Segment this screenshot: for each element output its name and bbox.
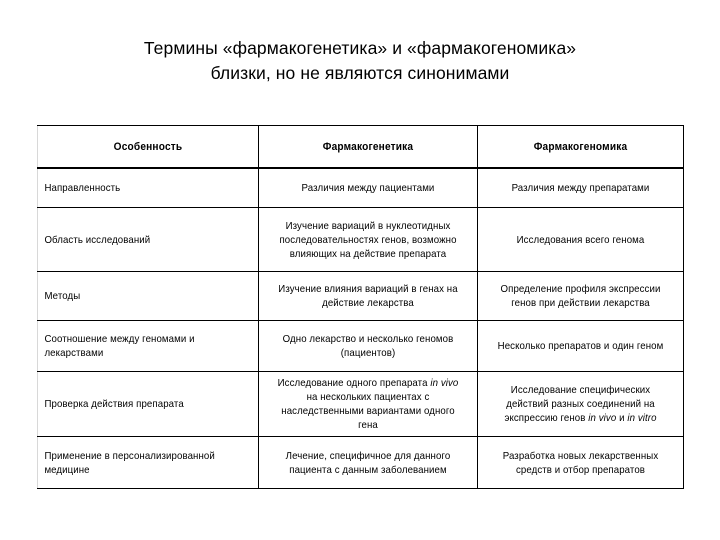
column-header-pharmacogenetics xyxy=(259,126,478,169)
column-header-pharmacogenomics xyxy=(478,126,684,169)
column-header-feature xyxy=(38,126,259,169)
cell-pharmacogenetics-text: Различия между пациентами xyxy=(301,182,435,194)
cell-feature xyxy=(38,372,259,437)
cell-feature-text: Область исследований xyxy=(44,233,151,246)
cell-feature-text: Применение в персонализированной медицине xyxy=(44,449,215,476)
cell-pharmacogenomics xyxy=(478,321,684,372)
cell-pharmacogenomics-text: Различия между препаратами xyxy=(511,182,650,194)
cell-pharmacogenomics xyxy=(478,208,684,272)
cell-pharmacogenomics xyxy=(478,272,684,321)
table-row xyxy=(38,272,684,321)
cell-feature-text: Соотношение между геномами и лекарствами xyxy=(44,333,195,359)
cell-feature xyxy=(38,321,259,372)
cell-pharmacogenetics-text xyxy=(268,372,469,436)
column-header-pharmacogenetics-label: Фармакогенетика xyxy=(322,140,414,153)
cell-pharmacogenomics xyxy=(478,372,684,437)
cell-pharmacogenetics xyxy=(259,272,478,321)
text-segment: на нескольких пациентах с наследственными вариантами одного гена xyxy=(281,391,455,431)
latin-term-in-vivo: in vivo xyxy=(588,412,617,424)
cell-pharmacogenomics-text: Исследования всего генома xyxy=(516,233,645,246)
latin-term-in-vitro: in vitro xyxy=(627,412,657,424)
table-row xyxy=(38,321,684,372)
cell-pharmacogenetics-text: Лечение, специфичное для данного пациента с данным заболеванием xyxy=(285,449,451,476)
table-header-row xyxy=(38,126,684,169)
page-title-line-2: близки, но не являются синонимами xyxy=(210,63,510,83)
text-segment: и xyxy=(616,412,628,424)
cell-pharmacogenetics-text: Одно лекарство и несколько геномов (пациентов) xyxy=(282,333,454,359)
cell-feature-text: Направленность xyxy=(44,182,121,194)
text-segment: Исследование специфических действий разных соединений на экспрессию генов xyxy=(504,384,655,424)
cell-feature xyxy=(38,168,259,208)
cell-feature xyxy=(38,437,259,489)
table-row xyxy=(38,168,684,208)
comparison-table-container xyxy=(37,125,683,489)
cell-pharmacogenomics-text: Определение профиля экспрессии генов при действии лекарства xyxy=(500,283,661,309)
column-header-feature-label: Особенность xyxy=(113,140,183,153)
cell-feature xyxy=(38,272,259,321)
comparison-table xyxy=(37,125,684,489)
cell-pharmacogenomics-text: Несколько препаратов и один геном xyxy=(497,340,664,352)
table-row xyxy=(38,437,684,489)
text-segment: Исследование одного препарата xyxy=(277,377,431,389)
cell-pharmacogenomics-text: Разработка новых лекарственных средств и отбор препаратов xyxy=(502,449,659,476)
cell-feature xyxy=(38,208,259,272)
cell-pharmacogenetics xyxy=(259,321,478,372)
cell-pharmacogenetics xyxy=(259,208,478,272)
page-title-line-1: Термины «фармакогенетика» и «фармакогеномика» xyxy=(143,38,577,58)
cell-pharmacogenetics xyxy=(259,372,478,437)
table-row xyxy=(38,208,684,272)
page-title xyxy=(50,36,670,86)
cell-pharmacogenetics xyxy=(259,168,478,208)
cell-pharmacogenetics-text: Изучение вариаций в нуклеотидных последовательностях генов, возможно влияющих на действие препарата xyxy=(279,219,457,260)
cell-pharmacogenomics xyxy=(478,437,684,489)
cell-feature-text: Методы xyxy=(44,290,81,302)
cell-feature-text: Проверка действия препарата xyxy=(44,398,184,410)
cell-pharmacogenetics xyxy=(259,437,478,489)
column-header-pharmacogenomics-label: Фармакогеномика xyxy=(533,140,628,153)
table-row xyxy=(38,372,684,437)
cell-pharmacogenomics-text xyxy=(486,379,675,429)
cell-pharmacogenomics xyxy=(478,168,684,208)
cell-pharmacogenetics-text: Изучение влияния вариаций в генах на действие лекарства xyxy=(278,283,458,309)
latin-term-in-vivo: in vivo xyxy=(430,377,459,389)
